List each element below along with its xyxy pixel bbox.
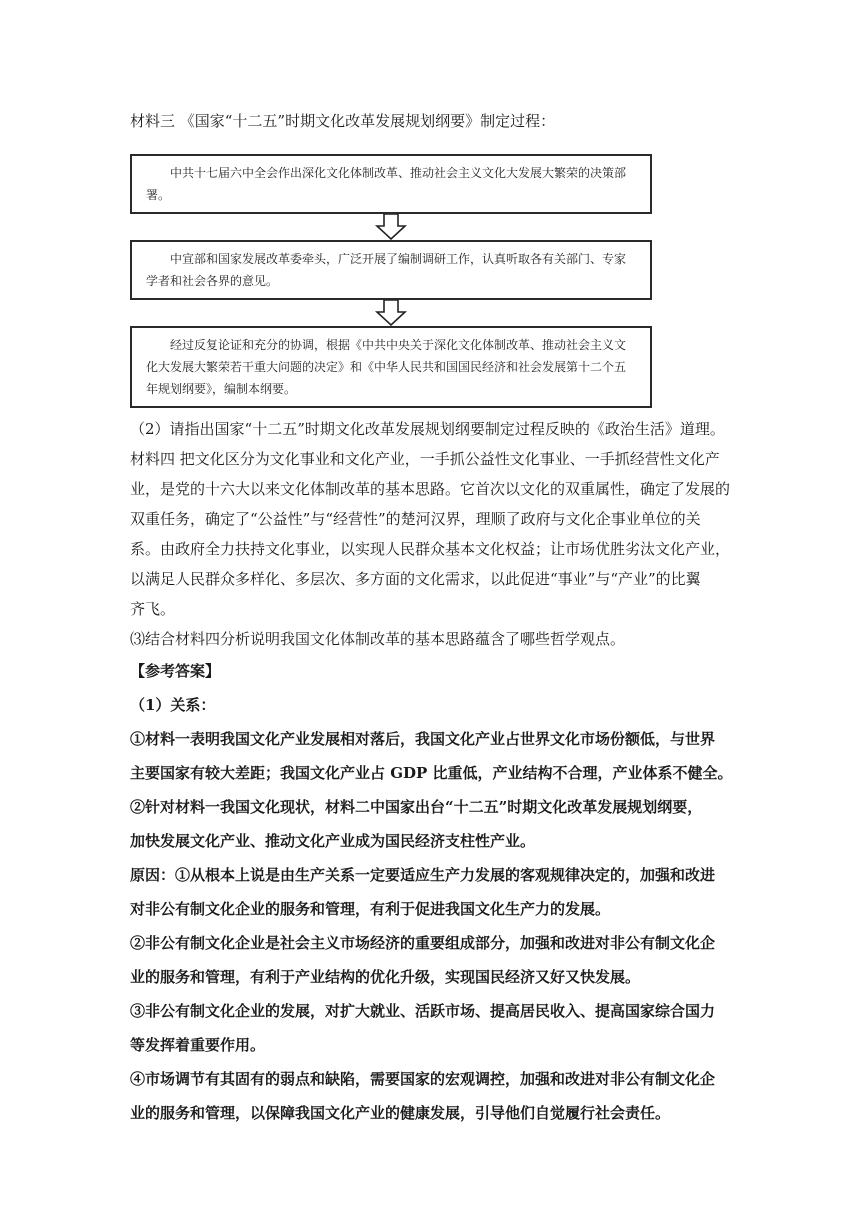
material4-line: 业，是党的十六大以来文化体制改革的基本思路。它首次以文化的双重属性，确定了发展的 — [130, 480, 731, 498]
answer-line: 加快发展文化产业、推动文化产业成为国民经济支柱性产业。 — [130, 832, 536, 850]
answer-line: 原因：①从根本上说是由生产关系一定要适应生产力发展的客观规律决定的，加强和改进 — [130, 866, 716, 884]
down-arrow-icon — [373, 300, 409, 326]
answer-line: ②非公有制文化企业是社会主义市场经济的重要组成部分，加强和改进对非公有制文化企 — [130, 934, 716, 952]
flow-arrow-2 — [130, 300, 652, 326]
material4-line: 齐飞。 — [130, 600, 176, 618]
flow-step-3 — [130, 326, 652, 408]
flow-arrow-1 — [130, 214, 652, 240]
answer-line: ②针对材料一我国文化现状，材料二中国家出台“十二五”时期文化改革发展规划纲要， — [130, 798, 703, 816]
answer-line: ①材料一表明我国文化产业发展相对落后，我国文化产业占世界文化市场份额低，与世界 — [130, 730, 716, 748]
material4-line: 材料四 把文化区分为文化事业和文化产业，一手抓公益性文化事业、一手抓经营性文化产 — [130, 450, 720, 468]
answer-line: 业的服务和管理，以保障我国文化产业的健康发展，引导他们自觉履行社会责任。 — [130, 1104, 671, 1122]
question-3: ⑶结合材料四分析说明我国文化体制改革的基本思路蕴含了哪些哲学观点。 — [130, 630, 626, 648]
material4-block — [130, 444, 740, 624]
answers-heading: 【参考答案】 — [130, 662, 221, 680]
material4-line: 系。由政府全力扶持文化事业，以实现人民群众基本文化权益；让市场优胜劣汰文化产业， — [130, 540, 731, 558]
flowchart — [130, 154, 652, 408]
answer-line: 主要国家有较大差距；我国文化产业占 GDP 比重低，产业结构不合理，产业体系不健全。 — [130, 764, 733, 782]
answer-line: 等发挥着重要作用。 — [130, 1036, 266, 1054]
question-2-block — [130, 414, 740, 444]
material4-line: 双重任务，确定了“公益性”与“经营性”的楚河汉界，理顺了政府与文化企事业单位的关 — [130, 510, 701, 528]
question-2: （2）请指出国家“十二五”时期文化改革发展规划纲要制定过程反映的《政治生活》道理。 — [130, 420, 725, 438]
answer-line: 业的服务和管理，有利于产业结构的优化升级，实现国民经济又好又快发展。 — [130, 968, 641, 986]
flow-step-2-text: 中宣部和国家发展改革委牵头，广泛开展了编制调研工作，认真听取各有关部门、专家学者和社会各界的意见。 — [146, 252, 627, 288]
flow-step-2 — [130, 240, 652, 300]
flow-step-1 — [130, 154, 652, 214]
answers-block — [130, 654, 740, 1130]
material3-title: 材料三 《国家“十二五”时期文化改革发展规划纲要》制定过程： — [130, 112, 556, 130]
down-arrow-icon — [373, 214, 409, 240]
flow-step-1-text: 中共十七届六中全会作出深化文化体制改革、推动社会主义文化大发展大繁荣的决策部署。 — [146, 166, 627, 202]
answer-line: （1）关系： — [130, 696, 216, 714]
material4-line: 以满足人民群众多样化、多层次、多方面的文化需求，以此促进“事业”与“产业”的比翼 — [130, 570, 701, 588]
document-page — [130, 106, 740, 1130]
answer-line: 对非公有制文化企业的服务和管理，有利于促进我国文化生产力的发展。 — [130, 900, 611, 918]
answer-line: ③非公有制文化企业的发展，对扩大就业、活跃市场、提高居民收入、提高国家综合国力 — [130, 1002, 716, 1020]
flow-step-3-text: 经过反复论证和充分的协调，根据《中共中央关于深化文化体制改革、推动社会主义文化大发展大繁荣若干重大问题的决定》和《中华人民共和国国民经济和社会发展第十二个五年规划纲要》，编制本纲要。 — [146, 338, 627, 396]
answer-line: ④市场调节有其固有的弱点和缺陷，需要国家的宏观调控，加强和改进对非公有制文化企 — [130, 1070, 716, 1088]
